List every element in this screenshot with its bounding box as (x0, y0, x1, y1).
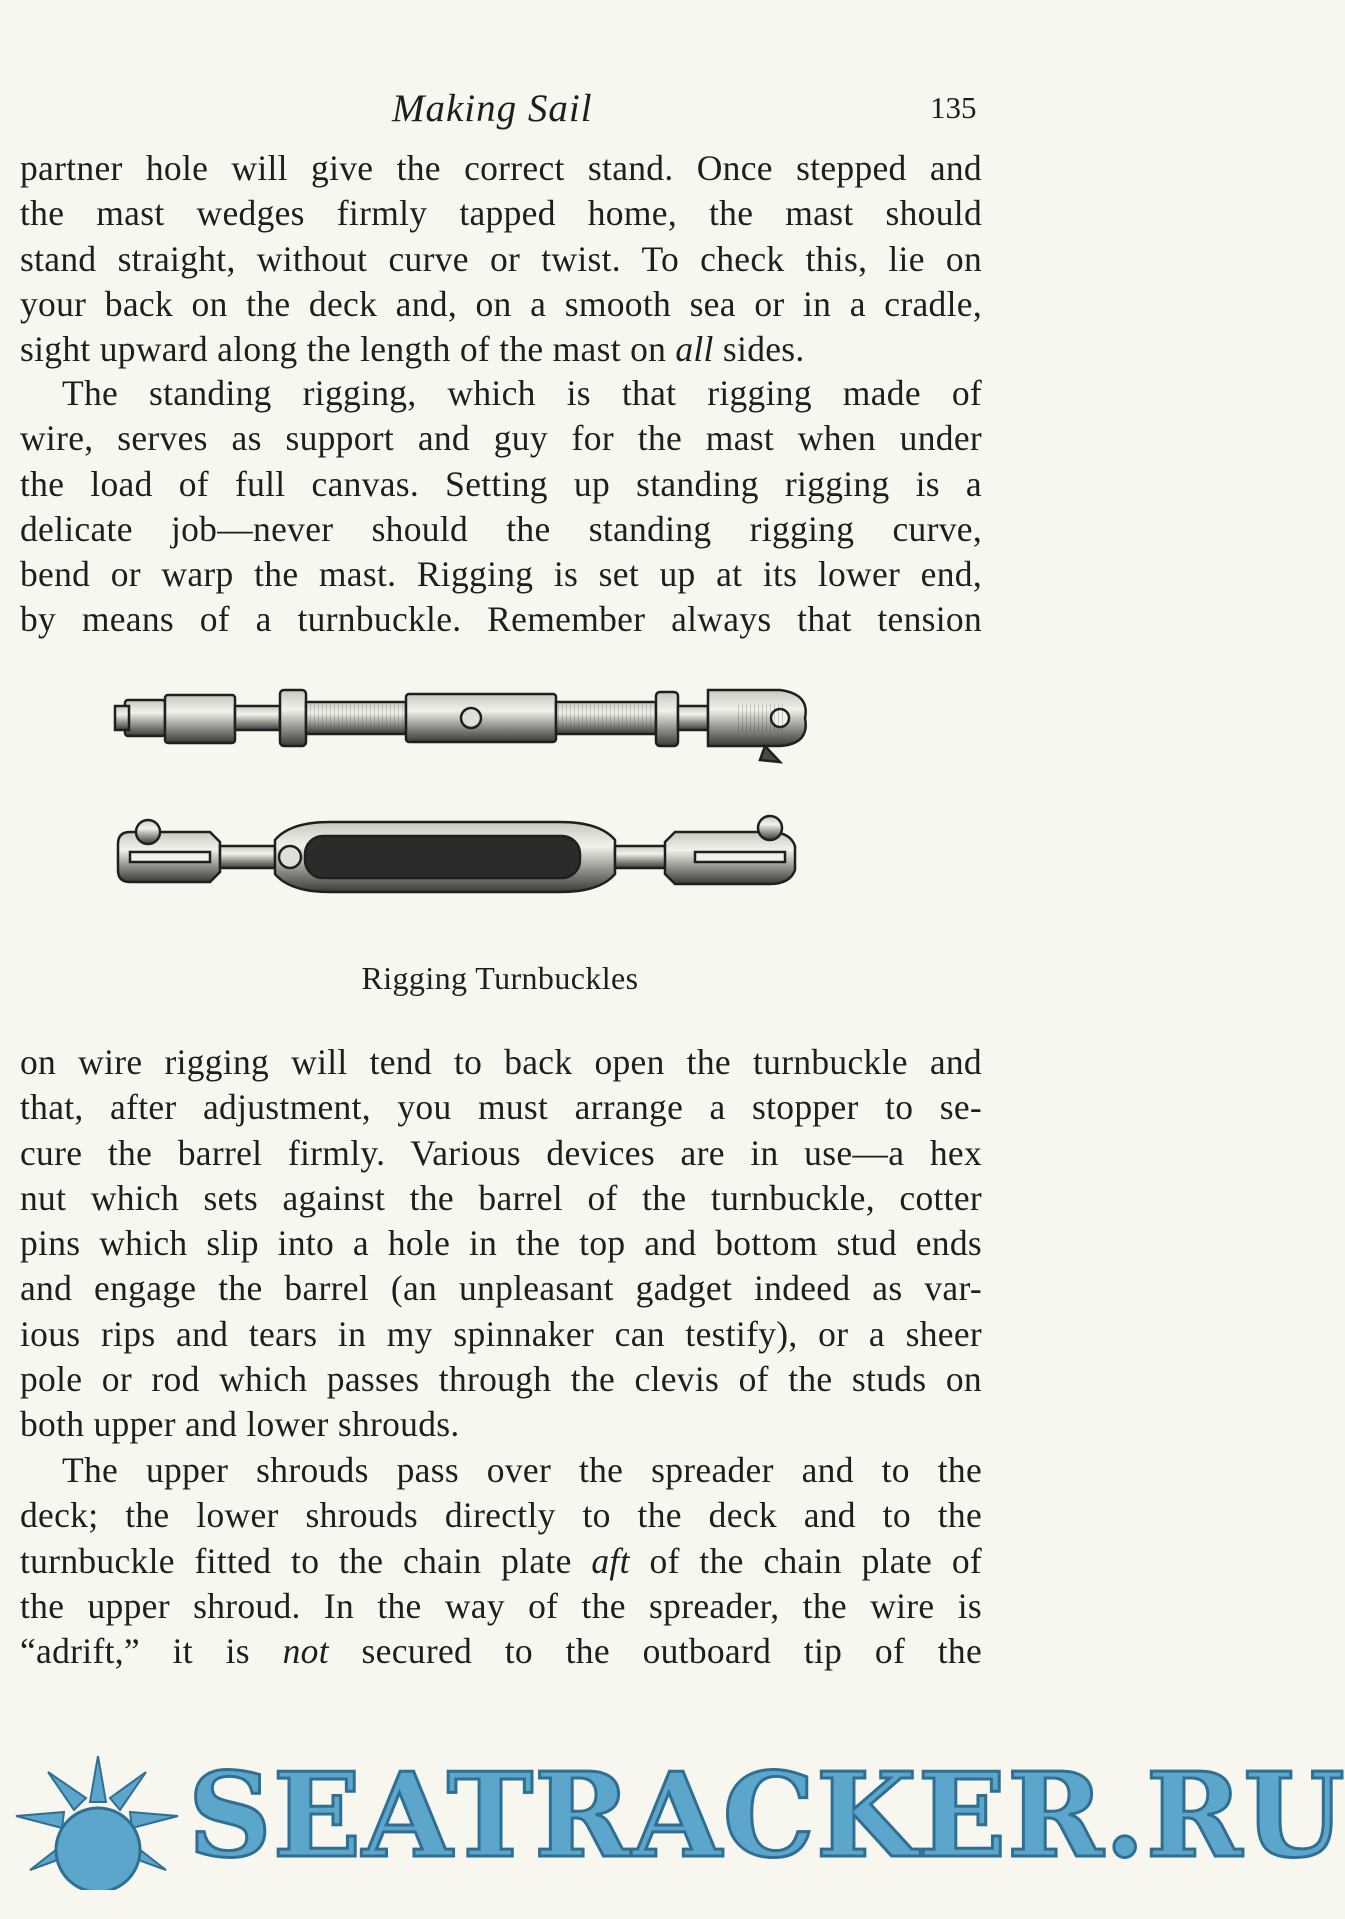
text-line: partner hole will give the correct stand. Once stepped and (20, 148, 982, 188)
paragraph (20, 371, 982, 643)
paragraph (20, 146, 982, 372)
text-line: that, after adjustment, you must arrange a stopper to se- (20, 1087, 982, 1128)
text-line: delicate job—never should the standing rigging curve, (20, 508, 982, 549)
text-line: the upper shroud. In the way of the spreader, the wire is (20, 1585, 982, 1626)
text-line: by means of a turnbuckle. Remember always that tension (20, 599, 982, 640)
text-run: turnbuckle fitted to the chain plate (20, 1540, 592, 1581)
upper-turnbuckle (115, 690, 806, 762)
watermark (0, 1748, 1345, 1919)
text-line (20, 1539, 982, 1584)
text-line: pole or rod which passes through the clevis of the studs on (20, 1359, 982, 1400)
text-line: deck; the lower shrouds directly to the deck and to the (20, 1495, 982, 1536)
text-line: the load of full canvas. Setting up standing rigging is a (20, 463, 982, 504)
text-line: bend or warp the mast. Rigging is set up at its lower end, (20, 554, 982, 595)
italic-word: aft (591, 1540, 630, 1581)
turnbuckle-drawing (110, 680, 900, 960)
text-line (20, 327, 982, 372)
page-number: 135 (930, 90, 977, 125)
text-line: ious rips and tears in my spinnaker can testify), or a sheer (20, 1313, 982, 1354)
text-run: “adrift,” it is (20, 1631, 283, 1672)
text-line: The standing rigging, which is that rigging made of (62, 373, 982, 413)
text-line: wire, serves as support and guy for the mast when under (20, 418, 982, 459)
paragraph (20, 1448, 982, 1674)
text-line: stand straight, without curve or twist. To check this, lie on (20, 238, 982, 279)
text-line: your back on the deck and, on a smooth sea or in a cradle, (20, 283, 982, 324)
italic-word: all (675, 329, 714, 370)
text-run: of the chain plate of (629, 1540, 982, 1581)
text-line: and engage the barrel (an unpleasant gadget indeed as var- (20, 1268, 982, 1309)
text-line: The upper shrouds pass over the spreader and to the (62, 1450, 982, 1490)
paragraph (20, 1040, 982, 1448)
text-line: nut which sets against the barrel of the turnbuckle, cotter (20, 1177, 982, 1218)
lower-turnbuckle (118, 816, 795, 892)
page-header (0, 86, 1173, 136)
text-line: the mast wedges firmly tapped home, the mast should (20, 193, 982, 234)
figure-caption: Rigging Turnbuckles (361, 960, 639, 996)
text-line: cure the barrel firmly. Various devices are in use—a hex (20, 1132, 982, 1173)
watermark-text: SEATRACKER.RU (188, 1748, 1345, 1884)
text-run: secured to the outboard tip of the (328, 1631, 983, 1672)
turnbuckle-illustration (110, 680, 900, 960)
italic-word: not (282, 1631, 329, 1672)
text-line: on wire rigging will tend to back open the turnbuckle and (20, 1042, 982, 1082)
sun-icon (8, 1750, 188, 1919)
text-line: both upper and lower shrouds. (20, 1404, 460, 1445)
text-line (20, 1629, 982, 1674)
text-line: pins which slip into a hole in the top and bottom stud ends (20, 1223, 982, 1264)
running-title: Making Sail (392, 87, 593, 130)
text-run: sides. (713, 329, 805, 370)
text-run: sight upward along the length of the mast on (20, 329, 676, 370)
